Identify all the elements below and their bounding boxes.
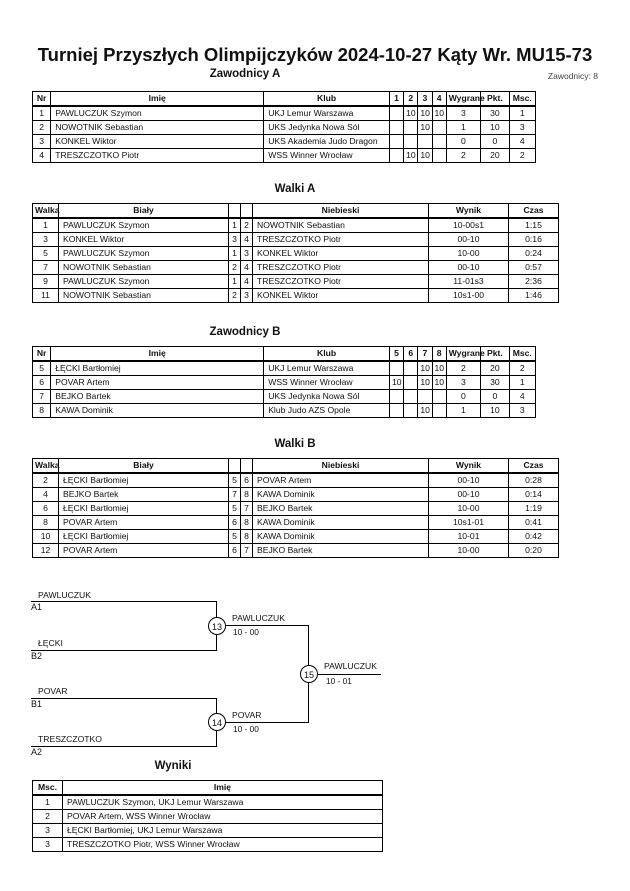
wins-cell: 1 xyxy=(446,121,480,135)
column-header xyxy=(241,459,253,474)
column-header: 4 xyxy=(432,92,446,107)
white-number: 6 xyxy=(229,516,241,530)
fight-time: 0:42 xyxy=(509,530,559,544)
bracket-line xyxy=(31,746,217,747)
pool-a-title: Zawodnicy A xyxy=(209,68,281,80)
column-header: Pkt. xyxy=(481,347,509,362)
score-cell: 10 xyxy=(418,404,432,418)
score-cell: 10 xyxy=(404,106,418,121)
score-cell xyxy=(389,106,403,121)
points-cell: 30 xyxy=(481,106,509,121)
column-header: Walka xyxy=(33,459,59,474)
fight-number: 12 xyxy=(33,544,59,558)
competitor-number: 5 xyxy=(33,361,51,376)
column-header: Klub xyxy=(264,347,390,362)
score-cell xyxy=(432,135,446,149)
column-header: Walka xyxy=(33,204,59,219)
competitor-name: KONKEL Wiktor xyxy=(51,135,264,149)
fight-15-score: 10 - 01 xyxy=(326,676,352,686)
bracket-b2-name: ŁĘCKI xyxy=(38,638,63,648)
blue-competitor: KONKEL Wiktor xyxy=(253,247,429,261)
fight-result: 00-10 xyxy=(429,488,509,502)
fight-time: 2:36 xyxy=(509,275,559,289)
final-place: 3 xyxy=(33,824,63,838)
table-row xyxy=(33,488,559,502)
score-cell xyxy=(404,404,418,418)
table-row xyxy=(33,275,559,289)
table-row xyxy=(33,247,559,261)
fight-time: 0:28 xyxy=(509,473,559,488)
table-row xyxy=(33,795,383,810)
blue-number: 4 xyxy=(241,275,253,289)
fights-a-header-row xyxy=(33,204,559,219)
score-cell: 10 xyxy=(404,149,418,163)
score-cell xyxy=(432,390,446,404)
points-cell: 20 xyxy=(481,361,509,376)
competitor-name: NOWOTNIK Sebastian xyxy=(51,121,264,135)
white-competitor: NOWOTNIK Sebastian xyxy=(59,261,229,275)
competitor-club: Klub Judo AZS Opole xyxy=(264,404,390,418)
blue-number: 4 xyxy=(241,233,253,247)
score-cell xyxy=(404,135,418,149)
bracket-line xyxy=(31,650,217,651)
white-competitor: ŁĘCKI Bartłomiej xyxy=(59,530,229,544)
table-row xyxy=(33,289,559,303)
table-row xyxy=(33,473,559,488)
white-number: 1 xyxy=(229,275,241,289)
pool-b-title: Zawodnicy B xyxy=(209,326,281,338)
column-header: Czas xyxy=(509,204,559,219)
points-cell: 10 xyxy=(481,121,509,135)
competitor-number: 6 xyxy=(33,376,51,390)
column-header: Biały xyxy=(59,204,229,219)
fights-b-header-row xyxy=(33,459,559,474)
points-cell: 10 xyxy=(481,404,509,418)
score-cell: 10 xyxy=(418,121,432,135)
competitor-club: WSS Winner Wrocław xyxy=(264,376,390,390)
points-cell: 0 xyxy=(481,135,509,149)
competitor-name: KAWA Dominik xyxy=(51,404,264,418)
fight-time: 0:16 xyxy=(509,233,559,247)
final-place: 3 xyxy=(33,838,63,852)
fights-b-title: Walki B xyxy=(274,438,316,450)
bracket-line xyxy=(217,722,309,723)
fight-result: 00-10 xyxy=(429,233,509,247)
score-cell xyxy=(418,390,432,404)
fight-time: 0:20 xyxy=(509,544,559,558)
table-row xyxy=(33,516,559,530)
fight-result: 11-01s3 xyxy=(429,275,509,289)
final-competitor: PAWLUCZUK Szymon, UKJ Lemur Warszawa xyxy=(63,795,383,810)
column-header: Imię xyxy=(63,781,383,796)
fight-13-score: 10 - 00 xyxy=(233,627,259,637)
column-header: Imię xyxy=(51,92,264,107)
competitor-club: UKJ Lemur Warszawa xyxy=(264,361,390,376)
wins-cell: 1 xyxy=(446,404,480,418)
column-header: 5 xyxy=(389,347,403,362)
blue-competitor: BEJKO Bartek xyxy=(253,502,429,516)
white-number: 3 xyxy=(229,233,241,247)
table-row xyxy=(33,261,559,275)
table-row xyxy=(33,390,536,404)
score-cell xyxy=(432,121,446,135)
fight-number: 5 xyxy=(33,247,59,261)
column-header: Niebieski xyxy=(253,459,429,474)
white-competitor: NOWOTNIK Sebastian xyxy=(59,289,229,303)
fight-time: 0:57 xyxy=(509,261,559,275)
competitor-club: UKS Akademia Judo Dragon xyxy=(264,135,390,149)
pool-a-header-row xyxy=(33,92,536,107)
fight-number: 8 xyxy=(33,516,59,530)
wins-cell: 3 xyxy=(446,106,480,121)
table-row xyxy=(33,135,536,149)
score-cell: 10 xyxy=(418,149,432,163)
column-header: Biały xyxy=(59,459,229,474)
score-cell xyxy=(432,404,446,418)
score-cell: 10 xyxy=(418,106,432,121)
score-cell: 10 xyxy=(432,361,446,376)
bracket-a2-name: TRESZCZOTKO xyxy=(38,734,102,744)
competitor-name: TRESZCZOTKO Piotr xyxy=(51,149,264,163)
fight-14-score: 10 - 00 xyxy=(233,724,259,734)
column-header: 6 xyxy=(404,347,418,362)
column-header: Msc. xyxy=(33,781,63,796)
fight-number: 10 xyxy=(33,530,59,544)
fight-number: 3 xyxy=(33,233,59,247)
score-cell: 10 xyxy=(432,106,446,121)
competitor-number: 8 xyxy=(33,404,51,418)
competitor-club: UKJ Lemur Warszawa xyxy=(264,106,390,121)
white-number: 5 xyxy=(229,530,241,544)
fights-a-table xyxy=(32,203,559,303)
table-row xyxy=(33,810,383,824)
wins-cell: 0 xyxy=(446,135,480,149)
fight-result: 10-00 xyxy=(429,247,509,261)
blue-number: 7 xyxy=(241,502,253,516)
blue-number: 2 xyxy=(241,218,253,233)
bracket-b1-name: POVAR xyxy=(38,686,68,696)
blue-number: 3 xyxy=(241,247,253,261)
score-cell xyxy=(389,135,403,149)
fight-15-winner: PAWLUCZUK xyxy=(324,661,377,671)
blue-number: 8 xyxy=(241,530,253,544)
score-cell xyxy=(432,149,446,163)
bracket-line xyxy=(309,674,381,675)
table-row xyxy=(33,502,559,516)
blue-number: 7 xyxy=(241,544,253,558)
table-row xyxy=(33,361,536,376)
column-header: Nr xyxy=(33,92,51,107)
blue-competitor: BEJKO Bartek xyxy=(253,544,429,558)
results-header-row xyxy=(33,781,383,796)
score-cell: 10 xyxy=(418,376,432,390)
fight-number: 1 xyxy=(33,218,59,233)
column-header xyxy=(241,204,253,219)
blue-competitor: KAWA Dominik xyxy=(253,488,429,502)
white-competitor: KONKEL Wiktor xyxy=(59,233,229,247)
place-cell: 2 xyxy=(509,149,535,163)
score-cell xyxy=(418,135,432,149)
fights-b-table xyxy=(32,458,559,558)
wins-cell: 2 xyxy=(446,149,480,163)
blue-number: 8 xyxy=(241,516,253,530)
table-row xyxy=(33,824,383,838)
fight-result: 10s1-00 xyxy=(429,289,509,303)
wins-cell: 2 xyxy=(446,361,480,376)
fight-result: 10-01 xyxy=(429,530,509,544)
place-cell: 2 xyxy=(509,361,535,376)
fight-result: 10-00 xyxy=(429,502,509,516)
blue-competitor: POVAR Artem xyxy=(253,473,429,488)
fight-result: 10-00 xyxy=(429,544,509,558)
table-row xyxy=(33,838,383,852)
blue-competitor: NOWOTNIK Sebastian xyxy=(253,218,429,233)
points-cell: 0 xyxy=(481,390,509,404)
column-header: Wygrane xyxy=(446,347,480,362)
blue-number: 6 xyxy=(241,473,253,488)
fight-number: 2 xyxy=(33,473,59,488)
blue-competitor: KAWA Dominik xyxy=(253,530,429,544)
column-header: 1 xyxy=(389,92,403,107)
fight-13-circle: 13 xyxy=(208,617,226,635)
white-competitor: POVAR Artem xyxy=(59,544,229,558)
place-cell: 1 xyxy=(509,376,535,390)
place-cell: 3 xyxy=(509,121,535,135)
final-competitor: ŁĘCKI Bartłomiej, UKJ Lemur Warszawa xyxy=(63,824,383,838)
white-competitor: PAWLUCZUK Szymon xyxy=(59,218,229,233)
column-header: 7 xyxy=(418,347,432,362)
fight-15-circle: 15 xyxy=(300,665,318,683)
competitor-number: 1 xyxy=(33,106,51,121)
results-title: Wyniki xyxy=(154,760,192,772)
column-header: Klub xyxy=(264,92,390,107)
column-header: Msc. xyxy=(509,92,535,107)
blue-number: 8 xyxy=(241,488,253,502)
bracket-a1-name: PAWLUCZUK xyxy=(38,590,91,600)
pool-b-table xyxy=(32,346,536,418)
blue-competitor: TRESZCZOTKO Piotr xyxy=(253,275,429,289)
points-cell: 20 xyxy=(481,149,509,163)
white-number: 2 xyxy=(229,261,241,275)
table-row xyxy=(33,530,559,544)
white-competitor: POVAR Artem xyxy=(59,516,229,530)
final-competitor: POVAR Artem, WSS Winner Wrocław xyxy=(63,810,383,824)
pool-b-header-row xyxy=(33,347,536,362)
place-cell: 1 xyxy=(509,106,535,121)
column-header: Wynik xyxy=(429,459,509,474)
column-header: 2 xyxy=(404,92,418,107)
bracket-b2-slot: B2 xyxy=(31,651,43,661)
bracket-line xyxy=(217,625,309,626)
blue-competitor: KAWA Dominik xyxy=(253,516,429,530)
score-cell: 10 xyxy=(418,361,432,376)
white-number: 1 xyxy=(229,247,241,261)
column-header xyxy=(229,459,241,474)
column-header: Wynik xyxy=(429,204,509,219)
fight-number: 7 xyxy=(33,261,59,275)
final-competitor: TRESZCZOTKO Piotr, WSS Winner Wrocław xyxy=(63,838,383,852)
column-header: 8 xyxy=(432,347,446,362)
wins-cell: 0 xyxy=(446,390,480,404)
competitor-club: UKS Jedynka Nowa Sól xyxy=(264,121,390,135)
competitor-count: Zawodnicy: 8 xyxy=(547,71,598,81)
place-cell: 4 xyxy=(509,135,535,149)
score-cell: 10 xyxy=(389,376,403,390)
results-table xyxy=(32,780,383,852)
column-header: Msc. xyxy=(509,347,535,362)
column-header: Niebieski xyxy=(253,204,429,219)
column-header: Czas xyxy=(509,459,559,474)
blue-competitor: TRESZCZOTKO Piotr xyxy=(253,233,429,247)
score-cell xyxy=(404,361,418,376)
white-competitor: PAWLUCZUK Szymon xyxy=(59,247,229,261)
score-cell xyxy=(404,376,418,390)
white-number: 5 xyxy=(229,502,241,516)
fight-time: 0:14 xyxy=(509,488,559,502)
competitor-name: BEJKO Bartek xyxy=(51,390,264,404)
score-cell xyxy=(389,121,403,135)
blue-number: 3 xyxy=(241,289,253,303)
white-number: 7 xyxy=(229,488,241,502)
fight-13-winner: PAWLUCZUK xyxy=(232,613,285,623)
fight-number: 11 xyxy=(33,289,59,303)
blue-competitor: TRESZCZOTKO Piotr xyxy=(253,261,429,275)
fight-time: 1:19 xyxy=(509,502,559,516)
points-cell: 30 xyxy=(481,376,509,390)
competitor-number: 7 xyxy=(33,390,51,404)
competitor-name: ŁĘCKI Bartłomiej xyxy=(51,361,264,376)
fights-a-title: Walki A xyxy=(274,183,316,195)
competitor-number: 3 xyxy=(33,135,51,149)
bracket-line xyxy=(31,601,217,602)
fight-time: 0:24 xyxy=(509,247,559,261)
white-number: 5 xyxy=(229,473,241,488)
column-header: Pkt. xyxy=(481,92,509,107)
score-cell xyxy=(389,149,403,163)
column-header: Nr xyxy=(33,347,51,362)
bracket-b1-slot: B1 xyxy=(31,699,43,709)
table-row xyxy=(33,106,536,121)
competitor-name: PAWLUCZUK Szymon xyxy=(51,106,264,121)
fight-number: 4 xyxy=(33,488,59,502)
white-competitor: PAWLUCZUK Szymon xyxy=(59,275,229,289)
bracket-line xyxy=(31,698,217,699)
fight-14-circle: 14 xyxy=(208,713,226,731)
table-row xyxy=(33,149,536,163)
table-row xyxy=(33,376,536,390)
white-competitor: BEJKO Bartek xyxy=(59,488,229,502)
fight-time: 1:46 xyxy=(509,289,559,303)
table-row xyxy=(33,218,559,233)
fight-number: 9 xyxy=(33,275,59,289)
fight-14-winner: POVAR xyxy=(232,710,262,720)
score-cell xyxy=(389,361,403,376)
fight-time: 1:15 xyxy=(509,218,559,233)
bracket-a2-slot: A2 xyxy=(31,747,43,757)
final-place: 1 xyxy=(33,795,63,810)
competitor-club: UKS Jedynka Nowa Sól xyxy=(264,390,390,404)
page-title: Turniej Przyszłych Olimpijczyków 2024-10-27 Kąty Wr. MU15-73 xyxy=(37,44,593,65)
score-cell xyxy=(389,404,403,418)
blue-number: 4 xyxy=(241,261,253,275)
place-cell: 4 xyxy=(509,390,535,404)
place-cell: 3 xyxy=(509,404,535,418)
column-header: 3 xyxy=(418,92,432,107)
white-number: 6 xyxy=(229,544,241,558)
wins-cell: 3 xyxy=(446,376,480,390)
white-competitor: ŁĘCKI Bartłomiej xyxy=(59,502,229,516)
white-number: 1 xyxy=(229,218,241,233)
table-row xyxy=(33,121,536,135)
fight-result: 00-10 xyxy=(429,473,509,488)
column-header: Wygrane xyxy=(446,92,480,107)
blue-competitor: KONKEL Wiktor xyxy=(253,289,429,303)
final-place: 2 xyxy=(33,810,63,824)
fight-result: 10s1-01 xyxy=(429,516,509,530)
column-header xyxy=(229,204,241,219)
fight-result: 00-10 xyxy=(429,261,509,275)
bracket-a1-slot: A1 xyxy=(31,602,43,612)
table-row xyxy=(33,233,559,247)
table-row xyxy=(33,544,559,558)
white-competitor: ŁĘCKI Bartłomiej xyxy=(59,473,229,488)
white-number: 2 xyxy=(229,289,241,303)
fight-result: 10-00s1 xyxy=(429,218,509,233)
score-cell xyxy=(404,390,418,404)
score-cell xyxy=(404,121,418,135)
score-cell: 10 xyxy=(432,376,446,390)
column-header: Imię xyxy=(51,347,264,362)
table-row xyxy=(33,404,536,418)
competitor-club: WSS Winner Wrocław xyxy=(264,149,390,163)
competitor-number: 2 xyxy=(33,121,51,135)
competitor-name: POVAR Artem xyxy=(51,376,264,390)
pool-a-table xyxy=(32,91,536,163)
fight-number: 6 xyxy=(33,502,59,516)
fight-time: 0:41 xyxy=(509,516,559,530)
score-cell xyxy=(389,390,403,404)
competitor-number: 4 xyxy=(33,149,51,163)
